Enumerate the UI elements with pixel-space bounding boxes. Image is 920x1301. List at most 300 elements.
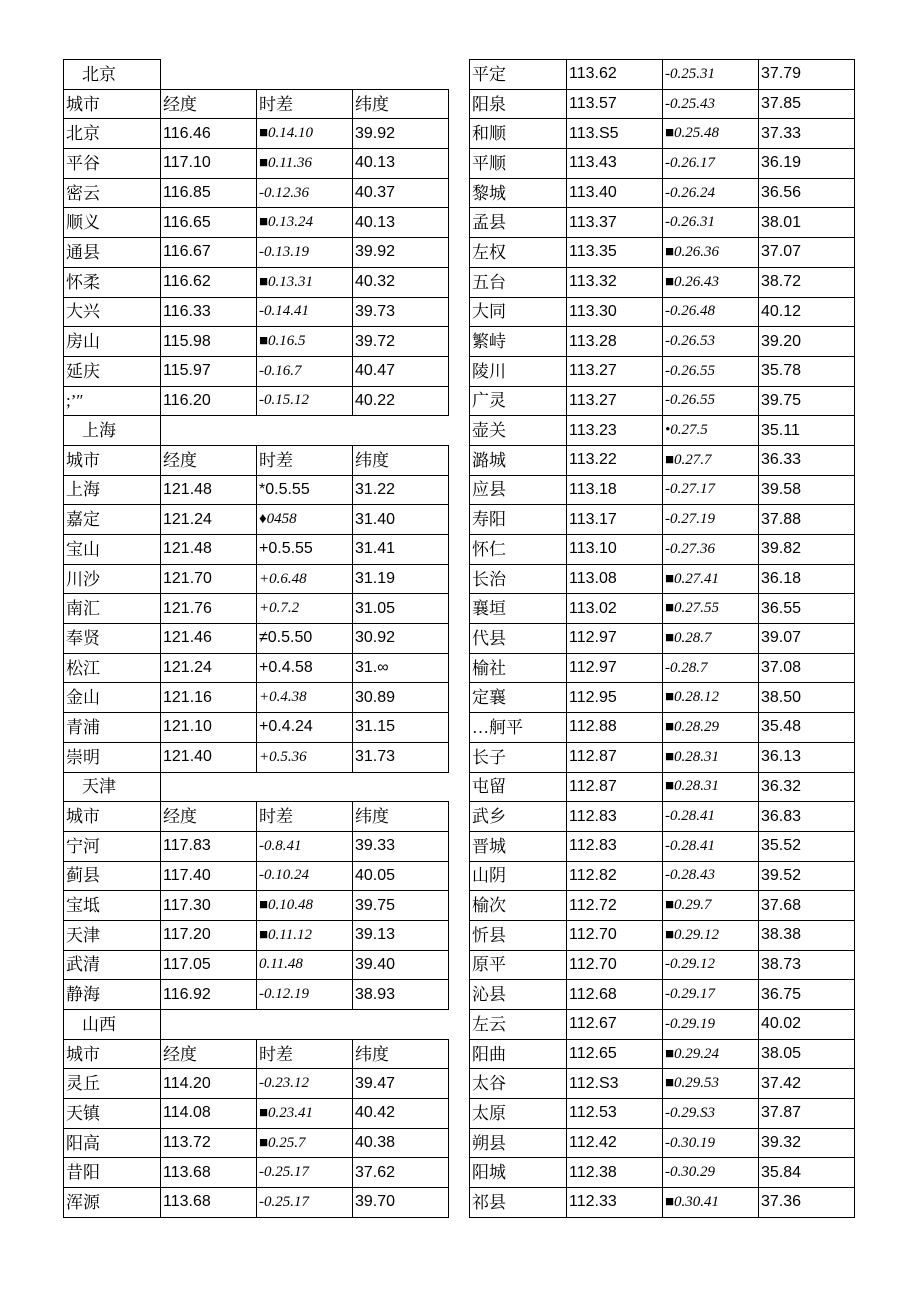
- table-row: [64, 1188, 449, 1218]
- right-latitude-cell: 35.11: [759, 416, 855, 446]
- right-longitude-cell: 112.95: [567, 683, 663, 713]
- right-latitude-cell: 37.42: [759, 1069, 855, 1099]
- left-city-cell: 静海: [64, 980, 161, 1010]
- left-city-cell: 宁河: [64, 831, 161, 861]
- right-time-diff-cell: ■0.27.55: [663, 594, 759, 624]
- table-row: [470, 416, 855, 446]
- right-latitude-cell: 39.32: [759, 1128, 855, 1158]
- left-time-diff-cell: -0.8.41: [257, 831, 353, 861]
- table-row: [64, 831, 449, 861]
- right-city-cell: 祁县: [470, 1188, 567, 1218]
- table-row: [64, 683, 449, 713]
- right-city-cell: 代县: [470, 624, 567, 654]
- left-time-diff-cell: ■0.10.48: [257, 891, 353, 921]
- left-time-diff-cell: ■0.11.36: [257, 149, 353, 179]
- right-latitude-cell: 39.75: [759, 386, 855, 416]
- right-latitude-cell: 36.19: [759, 149, 855, 179]
- left-city-cell: 通县: [64, 238, 161, 268]
- right-latitude-cell: 36.55: [759, 594, 855, 624]
- right-city-cell: 平定: [470, 60, 567, 90]
- right-latitude-cell: 36.83: [759, 802, 855, 832]
- right-time-diff-cell: -0.28.41: [663, 802, 759, 832]
- left-time-diff-cell: ■0.23.41: [257, 1099, 353, 1129]
- left-city-cell: 灵丘: [64, 1069, 161, 1099]
- left-time-diff-cell: -0.16.7: [257, 356, 353, 386]
- right-longitude-cell: 112.70: [567, 920, 663, 950]
- right-city-cell: 长子: [470, 742, 567, 772]
- left-latitude-cell: 40.13: [353, 149, 449, 179]
- left-latitude-cell: 40.05: [353, 861, 449, 891]
- left-latitude-cell: 31.41: [353, 535, 449, 565]
- right-city-cell: 长治: [470, 564, 567, 594]
- header-city: 城市: [64, 802, 161, 832]
- right-longitude-cell: 112.33: [567, 1188, 663, 1218]
- right-city-cell: 和顺: [470, 119, 567, 149]
- right-time-diff-cell: -0.28.41: [663, 831, 759, 861]
- left-longitude-cell: 121.24: [161, 653, 257, 683]
- right-city-cell: 潞城: [470, 445, 567, 475]
- left-longitude-cell: 117.05: [161, 950, 257, 980]
- table-row: [470, 653, 855, 683]
- right-latitude-cell: 36.75: [759, 980, 855, 1010]
- right-time-diff-cell: ■0.28.31: [663, 742, 759, 772]
- right-time-diff-cell: -0.26.48: [663, 297, 759, 327]
- left-city-cell: 宝坻: [64, 891, 161, 921]
- left-time-diff-cell: ■0.25.7: [257, 1128, 353, 1158]
- table-row: [64, 1099, 449, 1129]
- left-longitude-cell: 116.46: [161, 119, 257, 149]
- left-table: [63, 59, 449, 1218]
- right-latitude-cell: 36.56: [759, 178, 855, 208]
- right-longitude-cell: 113.17: [567, 505, 663, 535]
- table-row: [64, 297, 449, 327]
- right-latitude-cell: 40.02: [759, 1010, 855, 1040]
- header-city: 城市: [64, 89, 161, 119]
- right-time-diff-cell: ■0.28.29: [663, 713, 759, 743]
- left-time-diff-cell: -0.14.41: [257, 297, 353, 327]
- left-city-cell: 武清: [64, 950, 161, 980]
- right-city-cell: 阳城: [470, 1158, 567, 1188]
- left-longitude-cell: 116.20: [161, 386, 257, 416]
- left-latitude-cell: 40.32: [353, 267, 449, 297]
- table-row: [470, 742, 855, 772]
- header-city: 城市: [64, 1039, 161, 1069]
- right-latitude-cell: 39.20: [759, 327, 855, 357]
- left-latitude-cell: 31.15: [353, 713, 449, 743]
- table-row: [470, 535, 855, 565]
- right-longitude-cell: 113.27: [567, 356, 663, 386]
- left-latitude-cell: 31.∞: [353, 653, 449, 683]
- right-city-cell: 山阴: [470, 861, 567, 891]
- left-city-cell: 蓟县: [64, 861, 161, 891]
- left-time-diff-cell: 0.11.48: [257, 950, 353, 980]
- left-city-cell: 阳高: [64, 1128, 161, 1158]
- right-city-cell: 阳曲: [470, 1039, 567, 1069]
- left-longitude-cell: 121.40: [161, 742, 257, 772]
- right-time-diff-cell: ■0.26.36: [663, 238, 759, 268]
- left-latitude-cell: 30.92: [353, 624, 449, 654]
- right-city-cell: 榆社: [470, 653, 567, 683]
- region-title-spacer: [161, 416, 449, 446]
- left-latitude-cell: 39.40: [353, 950, 449, 980]
- table-row: [470, 386, 855, 416]
- table-row: [64, 327, 449, 357]
- left-city-cell: 上海: [64, 475, 161, 505]
- left-longitude-cell: 116.85: [161, 178, 257, 208]
- left-longitude-cell: 117.20: [161, 920, 257, 950]
- right-longitude-cell: 113.S5: [567, 119, 663, 149]
- left-latitude-cell: 31.05: [353, 594, 449, 624]
- right-time-diff-cell: -0.29.12: [663, 950, 759, 980]
- right-longitude-cell: 112.42: [567, 1128, 663, 1158]
- table-row: [470, 802, 855, 832]
- right-city-cell: 繁峙: [470, 327, 567, 357]
- right-city-cell: 晋城: [470, 831, 567, 861]
- table-row: [470, 297, 855, 327]
- left-latitude-cell: 31.73: [353, 742, 449, 772]
- right-longitude-cell: 112.53: [567, 1099, 663, 1129]
- table-row: [64, 1069, 449, 1099]
- table-row: [64, 356, 449, 386]
- left-latitude-cell: 39.92: [353, 238, 449, 268]
- right-time-diff-cell: -0.29.17: [663, 980, 759, 1010]
- table-row: [470, 1188, 855, 1218]
- right-longitude-cell: 113.10: [567, 535, 663, 565]
- right-time-diff-cell: ■0.29.24: [663, 1039, 759, 1069]
- table-row: [470, 861, 855, 891]
- right-longitude-cell: 112.87: [567, 772, 663, 802]
- left-city-cell: 浑源: [64, 1188, 161, 1218]
- left-city-cell: 天镇: [64, 1099, 161, 1129]
- right-longitude-cell: 112.88: [567, 713, 663, 743]
- table-row: [64, 861, 449, 891]
- table-row: [470, 356, 855, 386]
- table-row: [64, 920, 449, 950]
- header-latitude: 纬度: [353, 1039, 449, 1069]
- left-longitude-cell: 121.24: [161, 505, 257, 535]
- table-row: [64, 713, 449, 743]
- left-latitude-cell: 30.89: [353, 683, 449, 713]
- left-time-diff-cell: -0.13.19: [257, 238, 353, 268]
- right-time-diff-cell: ■0.26.43: [663, 267, 759, 297]
- left-latitude-cell: 31.22: [353, 475, 449, 505]
- region-title: 山西: [64, 1010, 161, 1040]
- left-latitude-cell: 39.75: [353, 891, 449, 921]
- left-latitude-cell: 31.40: [353, 505, 449, 535]
- region-title-spacer: [161, 60, 449, 90]
- header-time-diff: 时差: [257, 89, 353, 119]
- right-city-cell: 襄垣: [470, 594, 567, 624]
- left-city-cell: 松江: [64, 653, 161, 683]
- right-latitude-cell: 39.52: [759, 861, 855, 891]
- right-longitude-cell: 112.38: [567, 1158, 663, 1188]
- right-time-diff-cell: ■0.28.31: [663, 772, 759, 802]
- header-row: [64, 445, 449, 475]
- header-longitude: 经度: [161, 1039, 257, 1069]
- right-time-diff-cell: -0.27.36: [663, 535, 759, 565]
- table-row: [470, 772, 855, 802]
- left-time-diff-cell: ■0.11.12: [257, 920, 353, 950]
- right-longitude-cell: 113.30: [567, 297, 663, 327]
- right-longitude-cell: 113.35: [567, 238, 663, 268]
- table-row: [470, 831, 855, 861]
- left-longitude-cell: 121.16: [161, 683, 257, 713]
- right-latitude-cell: 37.07: [759, 238, 855, 268]
- right-longitude-cell: 113.28: [567, 327, 663, 357]
- right-longitude-cell: 113.40: [567, 178, 663, 208]
- left-city-cell: 延庆: [64, 356, 161, 386]
- table-row: [64, 149, 449, 179]
- right-latitude-cell: 38.72: [759, 267, 855, 297]
- left-longitude-cell: 117.30: [161, 891, 257, 921]
- table-row: [64, 475, 449, 505]
- left-latitude-cell: 40.38: [353, 1128, 449, 1158]
- right-longitude-cell: 113.27: [567, 386, 663, 416]
- right-city-cell: 黎城: [470, 178, 567, 208]
- table-row: [470, 713, 855, 743]
- left-latitude-cell: 37.62: [353, 1158, 449, 1188]
- left-longitude-cell: 114.08: [161, 1099, 257, 1129]
- right-time-diff-cell: -0.25.43: [663, 89, 759, 119]
- right-city-cell: 壶关: [470, 416, 567, 446]
- left-time-diff-cell: ■0.14.10: [257, 119, 353, 149]
- right-time-diff-cell: ■0.27.7: [663, 445, 759, 475]
- table-row: [470, 445, 855, 475]
- header-row: [64, 802, 449, 832]
- right-city-cell: 忻县: [470, 920, 567, 950]
- left-time-diff-cell: ■0.13.31: [257, 267, 353, 297]
- right-time-diff-cell: -0.26.53: [663, 327, 759, 357]
- right-city-cell: 左权: [470, 238, 567, 268]
- table-row: [64, 950, 449, 980]
- left-time-diff-cell: ■0.16.5: [257, 327, 353, 357]
- header-latitude: 纬度: [353, 89, 449, 119]
- region-title-row: [64, 772, 449, 802]
- right-longitude-cell: 112.83: [567, 831, 663, 861]
- left-city-cell: 昔阳: [64, 1158, 161, 1188]
- left-longitude-cell: 115.98: [161, 327, 257, 357]
- table-row: [64, 564, 449, 594]
- left-latitude-cell: 39.33: [353, 831, 449, 861]
- left-time-diff-cell: -0.25.17: [257, 1188, 353, 1218]
- right-time-diff-cell: ■0.29.7: [663, 891, 759, 921]
- region-title: 天津: [64, 772, 161, 802]
- region-title-row: [64, 1010, 449, 1040]
- table-row: [470, 594, 855, 624]
- right-latitude-cell: 38.05: [759, 1039, 855, 1069]
- right-time-diff-cell: -0.26.55: [663, 356, 759, 386]
- left-latitude-cell: 39.72: [353, 327, 449, 357]
- left-longitude-cell: 113.68: [161, 1158, 257, 1188]
- table-row: [64, 891, 449, 921]
- right-time-diff-cell: ■0.25.48: [663, 119, 759, 149]
- left-longitude-cell: 117.83: [161, 831, 257, 861]
- left-city-cell: 青浦: [64, 713, 161, 743]
- left-city-cell: 南汇: [64, 594, 161, 624]
- right-time-diff-cell: -0.30.19: [663, 1128, 759, 1158]
- left-latitude-cell: 40.37: [353, 178, 449, 208]
- right-latitude-cell: 36.18: [759, 564, 855, 594]
- table-row: [470, 950, 855, 980]
- right-city-cell: 榆次: [470, 891, 567, 921]
- right-longitude-cell: 113.32: [567, 267, 663, 297]
- right-longitude-cell: 113.43: [567, 149, 663, 179]
- table-row: [470, 149, 855, 179]
- right-city-cell: 屯留: [470, 772, 567, 802]
- right-city-cell: 孟县: [470, 208, 567, 238]
- left-latitude-cell: 38.93: [353, 980, 449, 1010]
- left-time-diff-cell: -0.12.36: [257, 178, 353, 208]
- table-row: [64, 742, 449, 772]
- table-row: [470, 60, 855, 90]
- table-row: [470, 505, 855, 535]
- right-latitude-cell: 37.87: [759, 1099, 855, 1129]
- left-city-cell: 平谷: [64, 149, 161, 179]
- left-city-cell: 怀柔: [64, 267, 161, 297]
- region-title-row: [64, 60, 449, 90]
- left-city-cell: 大兴: [64, 297, 161, 327]
- table-row: [470, 624, 855, 654]
- region-title-spacer: [161, 1010, 449, 1040]
- right-city-cell: 太原: [470, 1099, 567, 1129]
- left-city-cell: 房山: [64, 327, 161, 357]
- table-row: [64, 505, 449, 535]
- right-city-cell: 阳泉: [470, 89, 567, 119]
- header-latitude: 纬度: [353, 445, 449, 475]
- header-time-diff: 时差: [257, 445, 353, 475]
- right-city-cell: 五台: [470, 267, 567, 297]
- left-time-diff-cell: *0.5.55: [257, 475, 353, 505]
- left-latitude-cell: 39.13: [353, 920, 449, 950]
- left-longitude-cell: 116.62: [161, 267, 257, 297]
- right-longitude-cell: 112.97: [567, 653, 663, 683]
- table-row: [470, 1069, 855, 1099]
- header-longitude: 经度: [161, 802, 257, 832]
- left-time-diff-cell: +0.5.36: [257, 742, 353, 772]
- right-longitude-cell: 112.65: [567, 1039, 663, 1069]
- right-longitude-cell: 113.18: [567, 475, 663, 505]
- left-city-cell: 北京: [64, 119, 161, 149]
- left-time-diff-cell: ■0.13.24: [257, 208, 353, 238]
- table-row: [64, 386, 449, 416]
- right-time-diff-cell: -0.26.24: [663, 178, 759, 208]
- left-longitude-cell: 121.70: [161, 564, 257, 594]
- table-row: [64, 119, 449, 149]
- right-time-diff-cell: ■0.28.7: [663, 624, 759, 654]
- right-time-diff-cell: ■0.28.12: [663, 683, 759, 713]
- left-latitude-cell: 40.22: [353, 386, 449, 416]
- left-longitude-cell: 121.46: [161, 624, 257, 654]
- right-latitude-cell: 37.33: [759, 119, 855, 149]
- table-row: [470, 178, 855, 208]
- left-time-diff-cell: ♦0458: [257, 505, 353, 535]
- left-time-diff-cell: -0.12.19: [257, 980, 353, 1010]
- region-title-row: [64, 416, 449, 446]
- left-time-diff-cell: +0.7.2: [257, 594, 353, 624]
- right-city-cell: 广灵: [470, 386, 567, 416]
- left-longitude-cell: 116.33: [161, 297, 257, 327]
- right-time-diff-cell: -0.26.17: [663, 149, 759, 179]
- right-city-cell: 寿阳: [470, 505, 567, 535]
- table-row: [470, 327, 855, 357]
- right-time-diff-cell: •0.27.5: [663, 416, 759, 446]
- right-longitude-cell: 112.87: [567, 742, 663, 772]
- right-latitude-cell: 40.12: [759, 297, 855, 327]
- right-table: [469, 59, 855, 1218]
- left-time-diff-cell: +0.4.38: [257, 683, 353, 713]
- table-row: [470, 475, 855, 505]
- left-longitude-cell: 117.10: [161, 149, 257, 179]
- right-longitude-cell: 113.08: [567, 564, 663, 594]
- right-time-diff-cell: -0.27.17: [663, 475, 759, 505]
- region-title: 上海: [64, 416, 161, 446]
- left-longitude-cell: 116.92: [161, 980, 257, 1010]
- right-latitude-cell: 39.07: [759, 624, 855, 654]
- right-city-cell: 原平: [470, 950, 567, 980]
- left-longitude-cell: 116.67: [161, 238, 257, 268]
- right-latitude-cell: 37.08: [759, 653, 855, 683]
- right-longitude-cell: 112.67: [567, 1010, 663, 1040]
- right-time-diff-cell: ■0.29.53: [663, 1069, 759, 1099]
- right-city-cell: 大同: [470, 297, 567, 327]
- table-row: [470, 267, 855, 297]
- right-city-cell: 太谷: [470, 1069, 567, 1099]
- right-latitude-cell: 37.36: [759, 1188, 855, 1218]
- right-city-cell: …舸平: [470, 713, 567, 743]
- table-row: [470, 1128, 855, 1158]
- left-city-cell: 嘉定: [64, 505, 161, 535]
- left-city-cell: 宝山: [64, 535, 161, 565]
- right-latitude-cell: 35.78: [759, 356, 855, 386]
- table-row: [470, 119, 855, 149]
- left-city-cell: 天津: [64, 920, 161, 950]
- left-longitude-cell: 121.48: [161, 475, 257, 505]
- left-longitude-cell: 121.76: [161, 594, 257, 624]
- right-time-diff-cell: -0.26.31: [663, 208, 759, 238]
- left-city-cell: ;’″: [64, 386, 161, 416]
- right-time-diff-cell: ■0.29.12: [663, 920, 759, 950]
- left-time-diff-cell: ≠0.5.50: [257, 624, 353, 654]
- right-latitude-cell: 37.68: [759, 891, 855, 921]
- right-latitude-cell: 35.52: [759, 831, 855, 861]
- right-time-diff-cell: ■0.30.41: [663, 1188, 759, 1218]
- right-latitude-cell: 37.79: [759, 60, 855, 90]
- right-city-cell: 平顺: [470, 149, 567, 179]
- right-city-cell: 应县: [470, 475, 567, 505]
- right-city-cell: 沁县: [470, 980, 567, 1010]
- right-table-body: [470, 60, 855, 1218]
- table-row: [64, 624, 449, 654]
- table-row: [470, 89, 855, 119]
- header-time-diff: 时差: [257, 802, 353, 832]
- table-row: [64, 1128, 449, 1158]
- header-longitude: 经度: [161, 89, 257, 119]
- right-longitude-cell: 112.S3: [567, 1069, 663, 1099]
- left-city-cell: 奉贤: [64, 624, 161, 654]
- right-longitude-cell: 113.02: [567, 594, 663, 624]
- left-time-diff-cell: -0.15.12: [257, 386, 353, 416]
- left-longitude-cell: 114.20: [161, 1069, 257, 1099]
- left-city-cell: 金山: [64, 683, 161, 713]
- left-time-diff-cell: -0.10.24: [257, 861, 353, 891]
- right-longitude-cell: 112.70: [567, 950, 663, 980]
- left-longitude-cell: 121.10: [161, 713, 257, 743]
- right-city-cell: 朔县: [470, 1128, 567, 1158]
- left-latitude-cell: 40.13: [353, 208, 449, 238]
- right-latitude-cell: 36.32: [759, 772, 855, 802]
- left-city-cell: 崇明: [64, 742, 161, 772]
- right-longitude-cell: 113.37: [567, 208, 663, 238]
